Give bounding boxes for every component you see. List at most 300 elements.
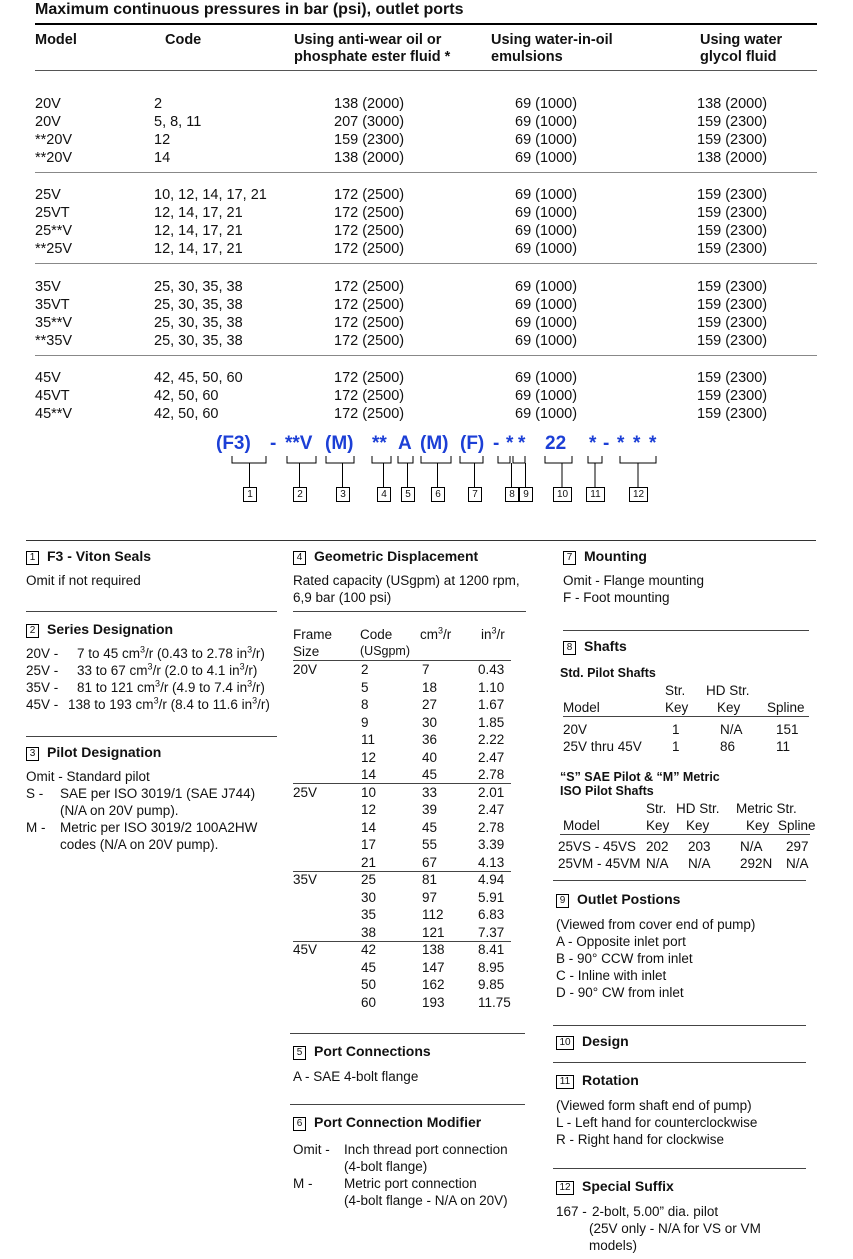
section-6-title: 6 Port Connection Modifier [293,1114,481,1131]
disp-head-size: Size [293,644,320,659]
cell-antiwear: 172 (2500) [334,370,405,386]
model-code-box: 10 [553,487,572,502]
disp-in3: 6.83 [478,907,505,922]
section-9-title: 9 Outlet Postions [556,891,680,908]
pilot-s-key: S - [26,786,44,801]
cell-water-glycol: 159 (2300) [697,187,768,203]
model-code-box: 4 [377,487,391,502]
model-code-box: 2 [293,487,307,502]
disp-cm3: 39 [422,802,438,817]
cell-code: 25, 30, 35, 38 [154,297,243,313]
s-pilot-title-1: “S” SAE Pilot & “M” Metric [560,770,720,784]
cell-water-in-oil: 69 (1000) [515,388,578,404]
model-code-box: 12 [629,487,648,502]
disp-code: 9 [361,714,369,730]
modifier-omit-key: Omit - [293,1142,330,1157]
rotation-left: L - Left hand for counterclockwise [556,1115,758,1130]
cell-antiwear: 172 (2500) [334,223,405,239]
cell-water-glycol: 159 (2300) [697,315,768,331]
disp-code: 30 [361,889,377,905]
series-range-part: 3 [155,678,161,689]
disp-in3: 7.37 [478,924,505,940]
cell-code: 25, 30, 35, 38 [154,315,243,331]
cell-antiwear: 159 (2300) [334,132,405,148]
model-code-bracket [372,456,391,487]
section-8-title: 8 Shafts [563,638,627,655]
cell-water-in-oil: 69 (1000) [515,315,578,331]
section-10-rule [553,1062,806,1063]
disp-in3: 5.91 [478,889,505,905]
series-range [77,645,265,662]
disp-in3: 2.22 [478,732,505,747]
disp-in3: 4.13 [478,854,505,870]
modifier-m-key: M - [293,1176,313,1191]
pilot-m-text: Metric per ISO 3019/2 100A2HW [60,820,258,835]
disp-cm3: 193 [422,994,445,1010]
cell-code: 42, 50, 60 [154,388,219,404]
cell-model: **35V [35,333,73,349]
s-shaft-cell: 25VS - 45VS [558,839,637,854]
section-5-title: 5 Port Connections [293,1043,431,1060]
model-code-box: 5 [401,487,415,502]
col-header-code: Code [165,32,202,48]
s-head-metric: Metric Str. [736,801,797,816]
cell-water-in-oil: 69 (1000) [515,241,578,257]
section-4-end-rule [290,1033,525,1034]
cell-model: 45**V [35,406,73,422]
cell-model: 45V [35,370,61,386]
cell-water-glycol: 138 (2000) [697,150,768,166]
series-range-part: /r (2.0 to 4.1 in [152,663,240,678]
model-code-part: * [617,433,625,454]
model-code-box: 6 [431,487,445,502]
model-code-part: - [270,433,277,454]
s-head-rule [560,834,810,835]
model-code-bracket [421,456,451,487]
std-shaft-cell: 151 [776,722,799,737]
displacement-intro-1: Rated capacity (USgpm) at 1200 rpm, [293,573,520,588]
disp-in3: 1.10 [478,679,505,695]
port-connection-text: A - SAE 4-bolt flange [293,1069,419,1084]
modifier-omit-text: Inch thread port connection [344,1142,508,1157]
disp-code: 60 [361,994,377,1010]
s-head-model: Model [563,818,600,833]
section-4-title: 4 Geometric Displacement [293,548,478,565]
cell-water-glycol: 159 (2300) [697,406,768,422]
disp-in3: 11.75 [478,994,511,1010]
cell-water-in-oil: 69 (1000) [515,370,578,386]
model-code-part: * [633,433,641,454]
series-range [77,662,257,679]
cell-water-in-oil: 69 (1000) [515,132,578,148]
series-key: 35V - [26,680,59,695]
model-code-part: (F) [460,433,485,454]
cell-water-in-oil: 69 (1000) [515,406,578,422]
model-code-brackets [0,452,853,512]
disp-cm3: 121 [422,924,445,940]
cell-water-in-oil: 69 (1000) [515,114,578,130]
section-1-title: 1 F3 - Viton Seals [26,548,151,565]
disp-in3: 8.41 [478,942,505,957]
disp-head-usgpm: (USgpm) [360,644,411,658]
disp-in3: 2.47 [478,749,505,765]
suffix-desc: 2-bolt, 5.00” dia. pilot [592,1204,719,1219]
model-code-bracket [287,456,316,487]
model-code-part: ** [372,433,387,454]
model-code-bracket [545,456,572,487]
disp-cm3: 147 [422,959,445,975]
std-shaft-cell: 86 [720,739,736,754]
disp-code: 42 [361,942,377,957]
std-head-hdstr: HD Str. [706,683,750,698]
disp-cm3: 45 [422,819,438,835]
series-range-part: 81 to 121 cm [77,680,156,695]
series-range-part: 3 [247,644,253,655]
cell-code: 12, 14, 17, 21 [154,223,243,239]
series-key: 25V - [26,663,59,678]
std-shaft-cell: 11 [776,739,791,754]
model-code-part: 22 [545,433,567,454]
section-3-title: 3 Pilot Designation [26,744,161,761]
std-shaft-cell: 25V thru 45V [563,739,642,754]
cell-water-in-oil: 69 (1000) [515,223,578,239]
series-range-part: 138 to 193 cm [68,697,154,712]
s-shaft-cell: N/A [786,856,809,871]
cell-model: 25**V [35,223,73,239]
series-range [68,696,270,713]
model-code-bracket [513,456,526,487]
cell-code: 25, 30, 35, 38 [154,333,243,349]
disp-cm3: 36 [422,732,438,747]
disp-in3: 3.39 [478,837,505,852]
section-11-title: 11 Rotation [556,1072,639,1089]
model-code-part: * [649,433,657,454]
disp-in3: 1.85 [478,714,505,730]
std-shaft-cell: 1 [672,739,680,754]
disp-in3: 2.78 [478,819,505,835]
disp-cm3: 33 [422,784,438,800]
cell-model: **20V [35,150,73,166]
series-range-part: /r) [252,680,265,695]
mounting-foot: F - Foot mounting [563,590,670,605]
cell-model: **20V [35,132,73,148]
s-head-key1: Key [646,818,670,833]
pilot-m-note: codes (N/A on 20V pump). [60,837,219,852]
series-range-part: 33 to 67 cm [77,663,148,678]
group-separator [35,355,817,356]
model-code-part: (F3) [216,433,251,454]
group-separator [35,172,817,173]
cell-code: 25, 30, 35, 38 [154,279,243,295]
s-shaft-cell: N/A [646,856,669,871]
cell-water-glycol: 159 (2300) [697,279,768,295]
s-shaft-cell: N/A [688,856,711,871]
section-2-title: 2 Series Designation [26,621,173,638]
disp-in3: 2.01 [478,784,505,800]
cell-water-in-oil: 69 (1000) [515,150,578,166]
disp-code: 21 [361,854,377,870]
outlet-c: C - Inline with inlet [556,968,667,983]
cell-water-glycol: 159 (2300) [697,223,768,239]
col-header-model: Model [35,32,77,48]
suffix-note-1: (25V only - N/A for VS or VM [589,1221,761,1236]
std-pilot-shafts-title: Std. Pilot Shafts [560,666,656,680]
disp-in3: 2.47 [478,802,505,817]
title-rule [35,23,817,25]
disp-head-in3: $in^3/r$ [481,625,505,642]
cell-water-glycol: 159 (2300) [697,333,768,349]
cell-antiwear: 172 (2500) [334,388,405,404]
s-head-key3: Key [746,818,770,833]
disp-head-code: Code [360,627,393,642]
disp-code: 25 [361,872,377,887]
disp-code: 14 [361,767,377,782]
cell-code: 5, 8, 11 [154,114,202,130]
disp-code: 12 [361,802,377,817]
series-range-part: 3 [252,695,258,706]
disp-head-frame: Frame [293,627,333,642]
section-5-rule [290,1104,525,1105]
series-range-part: 3 [247,678,253,689]
cell-water-glycol: 159 (2300) [697,297,768,313]
model-code-box: 1 [243,487,257,502]
s-head-str: Str. [646,801,667,816]
model-code-part: **V [285,433,313,454]
series-range-part: /r (8.4 to 11.6 in [158,697,253,712]
disp-code: 14 [361,819,377,835]
disp-cm3: 162 [422,977,445,992]
rotation-right: R - Right hand for clockwise [556,1132,725,1147]
cell-code: 10, 12, 14, 17, 21 [154,187,267,203]
cell-antiwear: 172 (2500) [334,297,405,313]
disp-in3: 0.43 [478,662,505,677]
std-head-key1: Key [665,700,689,715]
s-shaft-cell: 25VM - 45VM [558,856,641,871]
model-code-bracket [620,456,656,487]
cell-code: 12 [154,132,171,148]
disp-cm3: 67 [422,854,438,870]
series-range-part: 7 to 45 cm [77,646,141,661]
outlet-d: D - 90° CW from inlet [556,985,684,1000]
cell-model: 20V [35,96,61,112]
disp-cm3: 81 [422,872,438,887]
model-code-part: * [506,433,514,454]
disp-code: 5 [361,679,369,695]
model-code-box: 3 [336,487,350,502]
rotation-viewed: (Viewed form shaft end of pump) [556,1098,752,1113]
suffix-note-2: models) [589,1238,638,1253]
cell-water-glycol: 138 (2000) [697,96,768,112]
cell-model: 25VT [35,205,70,221]
displacement-intro-2: 6,9 bar (100 psi) [293,590,392,605]
disp-frame: 45V [293,942,318,957]
disp-in3: 4.94 [478,872,505,887]
series-key: 45V - [26,697,59,712]
s-shaft-cell: N/A [740,839,763,854]
cell-antiwear: 172 (2500) [334,315,405,331]
series-range-part: /r) [257,697,270,712]
disp-cm3: 138 [422,942,445,957]
suffix-code: 167 - [556,1204,587,1219]
model-code-bracket [232,456,266,487]
cell-code: 42, 45, 50, 60 [154,370,243,386]
cell-water-in-oil: 69 (1000) [515,187,578,203]
modifier-m-text: Metric port connection [344,1176,477,1191]
group-separator [35,263,817,264]
std-head-model: Model [563,700,600,715]
disp-in3: 2.78 [478,767,505,782]
pilot-m-key: M - [26,820,46,835]
section-9-rule [553,1025,806,1026]
disp-code: 17 [361,837,377,852]
cell-water-glycol: 159 (2300) [697,370,768,386]
disp-cm3: 7 [422,662,430,677]
cell-model: 25V [35,187,61,203]
std-head-key2: Key [717,700,741,715]
disp-code: 12 [361,749,377,765]
cell-antiwear: 207 (3000) [334,114,405,130]
model-code-bracket [498,456,512,487]
cell-antiwear: 172 (2500) [334,187,405,203]
cell-antiwear: 138 (2000) [334,96,405,112]
series-range-part: /r (4.9 to 7.4 in [160,680,248,695]
series-range-part: /r) [244,663,258,678]
series-range-part: 3 [147,661,153,672]
disp-code: 35 [361,907,377,922]
disp-frame: 35V [293,872,318,887]
series-range-part: 3 [140,644,146,655]
cell-code: 12, 14, 17, 21 [154,241,243,257]
disp-in3: 1.67 [478,697,505,712]
disp-code: 8 [361,697,369,712]
disp-frame: 20V [293,662,318,677]
cell-water-glycol: 159 (2300) [697,241,768,257]
cell-antiwear: 138 (2000) [334,150,405,166]
disp-in3: 9.85 [478,977,505,992]
col-header-antiwear: Using anti-wear oil or phosphate ester fluid * [294,32,451,65]
disp-code: 38 [361,924,377,940]
disp-code: 10 [361,784,377,800]
model-code-part: (M) [325,433,354,454]
series-range-part: /r) [252,646,265,661]
section-2-rule [26,736,277,737]
cell-model: 35V [35,279,61,295]
cell-antiwear: 172 (2500) [334,205,405,221]
section-1-rule [26,611,277,612]
section-1-text: Omit if not required [26,573,141,588]
disp-cm3: 40 [422,749,438,765]
mounting-omit: Omit - Flange mounting [563,573,705,588]
cell-water-in-oil: 69 (1000) [515,205,578,221]
cell-water-in-oil: 69 (1000) [515,96,578,112]
table-title: Maximum continuous pressures in bar (psi), outlet ports [35,1,464,18]
s-shaft-cell: 202 [646,839,669,854]
cell-code: 42, 50, 60 [154,406,219,422]
disp-cm3: 112 [422,907,444,922]
cell-code: 14 [154,150,171,166]
model-code-box: 11 [586,487,605,502]
disp-code: 45 [361,959,377,975]
cell-code: 12, 14, 17, 21 [154,205,243,221]
model-code-bracket [398,456,413,487]
model-code-bracket [588,456,602,487]
s-shaft-cell: 292N [740,856,773,871]
cell-water-glycol: 159 (2300) [697,132,768,148]
s-head-spline: Spline [778,818,816,833]
std-shaft-cell: 20V [563,722,588,737]
disp-cm3: 97 [422,889,438,905]
disp-code: 2 [361,662,369,677]
section-divider [26,540,816,541]
model-code-part: - [603,433,610,454]
model-code-box: 7 [468,487,482,502]
modifier-omit-note: (4-bolt flange) [344,1159,428,1174]
col-header-water-in-oil: Using water-in-oil emulsions [491,32,613,65]
disp-cm3: 18 [422,679,438,695]
disp-in3: 8.95 [478,959,505,975]
s-pilot-title-2: ISO Pilot Shafts [560,784,654,798]
series-range-part: 3 [239,661,245,672]
section-10-title: 10 Design [556,1033,629,1050]
model-code-bracket [460,456,483,487]
s-head-key2: Key [686,818,710,833]
cell-antiwear: 172 (2500) [334,241,405,257]
model-code-part: * [589,433,597,454]
disp-code: 50 [361,977,377,992]
section-12-title: 12 Special Suffix [556,1178,674,1195]
outlet-b: B - 90° CCW from inlet [556,951,693,966]
cell-water-glycol: 159 (2300) [697,114,768,130]
disp-cm3: 30 [422,714,438,730]
std-head-rule [563,716,809,717]
model-code-part: A [398,433,412,454]
std-head-spline: Spline [767,700,805,715]
cell-code: 2 [154,96,163,112]
model-code-part: * [518,433,526,454]
series-range-part: 3 [153,695,159,706]
section-7-rule [563,630,809,631]
series-key: 20V - [26,646,59,661]
header-rule [35,70,817,71]
series-range [77,679,265,696]
pilot-s-text: SAE per ISO 3019/1 (SAE J744) [60,786,256,801]
std-head-str: Str. [665,683,686,698]
disp-cm3: 27 [422,697,438,712]
model-code-part: (M) [420,433,449,454]
cell-water-in-oil: 69 (1000) [515,279,578,295]
cell-antiwear: 172 (2500) [334,406,405,422]
s-shaft-cell: 203 [688,839,711,854]
outlet-a: A - Opposite inlet port [556,934,686,949]
disp-cm3: 55 [422,837,438,852]
col-header-water-glycol: Using water glycol fluid [700,32,783,65]
cell-water-glycol: 159 (2300) [697,205,768,221]
std-shaft-cell: N/A [720,722,743,737]
pilot-s-note: (N/A on 20V pump). [60,803,179,818]
section-4-rule [293,611,526,612]
cell-water-in-oil: 69 (1000) [515,333,578,349]
disp-code: 11 [361,732,376,747]
s-head-hdstr: HD Str. [676,801,720,816]
std-shaft-cell: 1 [672,722,680,737]
section-11-rule [553,1168,806,1169]
cell-model: **25V [35,241,73,257]
cell-antiwear: 172 (2500) [334,333,405,349]
disp-head-cm3: $cm^3/r$ [420,625,452,642]
modifier-m-note: (4-bolt flange - N/A on 20V) [344,1193,508,1208]
cell-model: 35VT [35,297,70,313]
pilot-omit: Omit - Standard pilot [26,769,150,784]
